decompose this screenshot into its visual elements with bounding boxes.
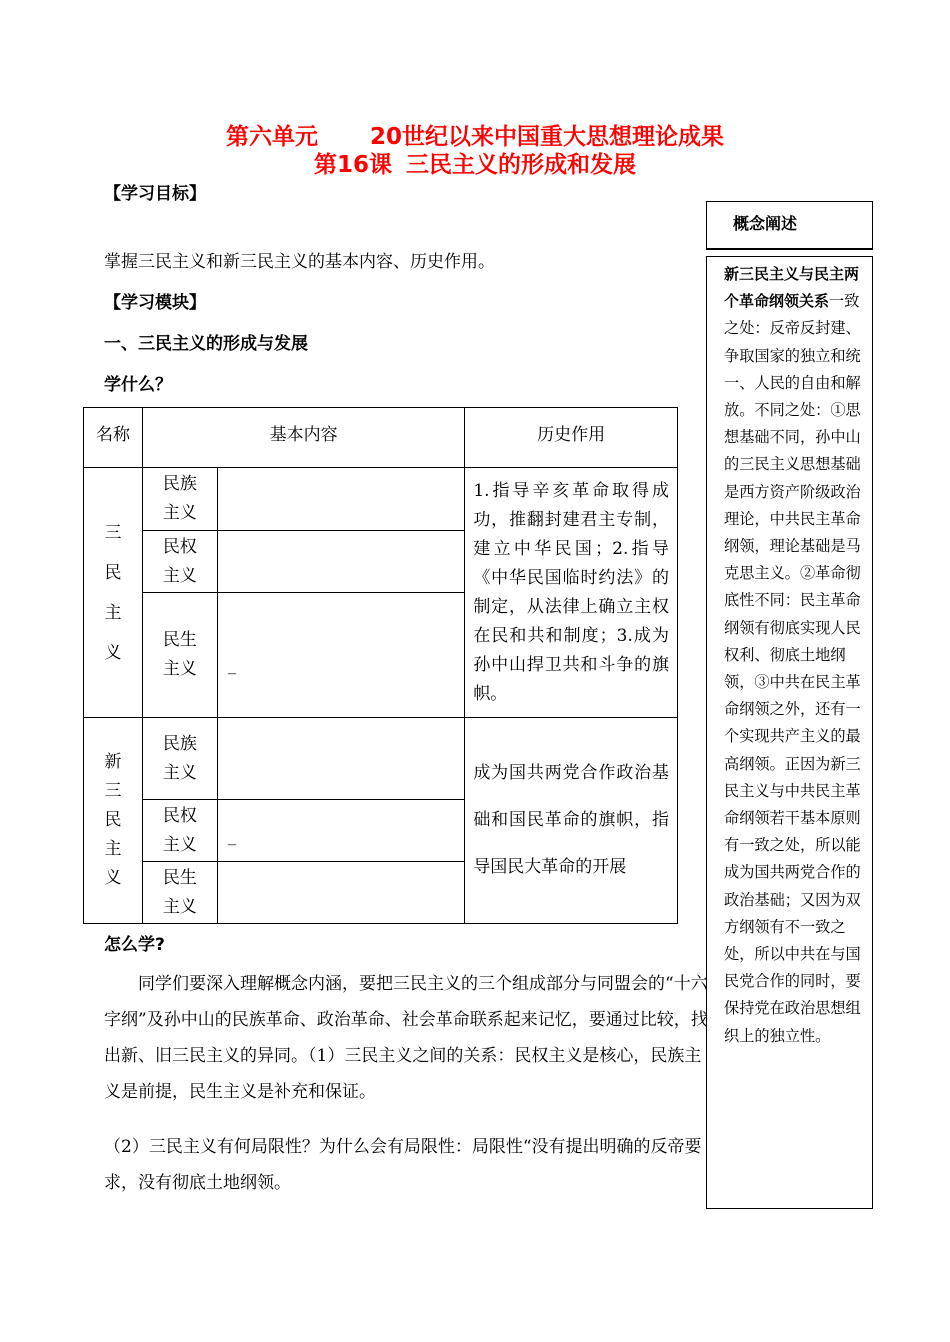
new-democracy-content: _ xyxy=(217,800,465,862)
section-heading: 一、三民主义的形成与发展 xyxy=(104,334,308,354)
concept-box xyxy=(706,256,873,1209)
new-democracy-label: 民权 主义 xyxy=(142,800,217,862)
old-sanmin-name: 三 民 主 义 xyxy=(84,468,143,718)
concept-title: 新三民主义与民主两个革命纲领关系 xyxy=(724,265,860,311)
concept-content xyxy=(724,261,862,1050)
new-effect: 成为国共两党合作政治基础和国民革命的旗帜，指导国民大革命的开展 xyxy=(465,718,678,924)
table-row xyxy=(84,468,678,531)
new-livelihood-label: 民生 主义 xyxy=(142,862,217,924)
old-nationalism-content xyxy=(217,468,465,531)
goals-heading: 【学习目标】 xyxy=(104,184,206,204)
how-paragraph-1: 同学们要深入理解概念内涵，要把三民主义的三个组成部分与同盟会的“十六字纲”及孙中山的民族革命、政治革命、社会革命联系起来记忆，要通过比较，找出新、旧三民主义的异同。（1）三民主义之间的关系：民权主义是核心，民族主义是前提，民生主义是补充和保证。 xyxy=(104,974,708,1102)
lesson-subject: 三民主义的形成和发展 xyxy=(406,152,636,178)
old-effect: 1.指导辛亥革命取得成功，推翻封建君主专制，建立中华民国；2.指导《中华民国临时约法》的制定，从法律上确立主权在民和共和制度；3.成为孙中山捍卫共和斗争的旗帜。 xyxy=(465,468,678,718)
how-to-learn-heading: 怎么学? xyxy=(104,935,165,955)
content-table xyxy=(83,407,678,924)
concept-heading-box xyxy=(706,201,873,250)
header-name: 名称 xyxy=(84,408,143,468)
table-header-row xyxy=(84,408,678,468)
header-content: 基本内容 xyxy=(142,408,464,468)
header-effect: 历史作用 xyxy=(465,408,678,468)
lesson-title xyxy=(0,146,950,179)
old-democracy-label: 民权 主义 xyxy=(142,531,217,593)
goals-text: 掌握三民主义和新三民主义的基本内容、历史作用。 xyxy=(104,252,495,272)
lesson-label: 第16课 xyxy=(313,152,392,178)
module-heading: 【学习模块】 xyxy=(104,293,206,313)
old-democracy-content xyxy=(217,531,465,593)
new-livelihood-content xyxy=(217,862,465,924)
concept-heading: 概念阐述 xyxy=(733,214,798,233)
concept-text: 一致之处：反帝反封建、争取国家的独立和统一、人民的自由和解放。不同之处：①思想基础不同，孙中山的三民主义思想基础是西方资产阶级政治理论，中共民主革命纲领，理论基础是马克思主义。②革命彻底性不同：民主革命纲领有彻底实现人民权利、彻底土地纲领，③中共在民主革命纲领之外，还有一个实现共产主义的最高纲领。正因为新三民主义与中共民主革命纲领若干基本原则有一致之处，所以能成为国共两党合作的政治基础；又因为双方纲领有不一致之处，所以中共在与国民党合作的同时，要保持党在政治思想组织上的独立性。 xyxy=(724,292,861,1045)
new-nationalism-label: 民族 主义 xyxy=(142,718,217,800)
table-row xyxy=(84,718,678,800)
old-livelihood-content: _ xyxy=(217,593,465,718)
old-nationalism-label: 民族 主义 xyxy=(142,468,217,531)
new-nationalism-content xyxy=(217,718,465,800)
new-sanmin-name: 新 三 民 主 义 xyxy=(84,718,143,924)
old-livelihood-label: 民生 主义 xyxy=(142,593,217,718)
what-to-learn-heading: 学什么？ xyxy=(104,375,172,395)
how-paragraph-2: （2）三民主义有何局限性？为什么会有局限性：局限性“没有提出明确的反帝要求，没有彻底土地纲领。 xyxy=(104,1137,702,1193)
unit-subject: 20世纪以来中国重大思想理论成果 xyxy=(369,124,724,150)
unit-label: 第六单元 xyxy=(225,124,318,150)
